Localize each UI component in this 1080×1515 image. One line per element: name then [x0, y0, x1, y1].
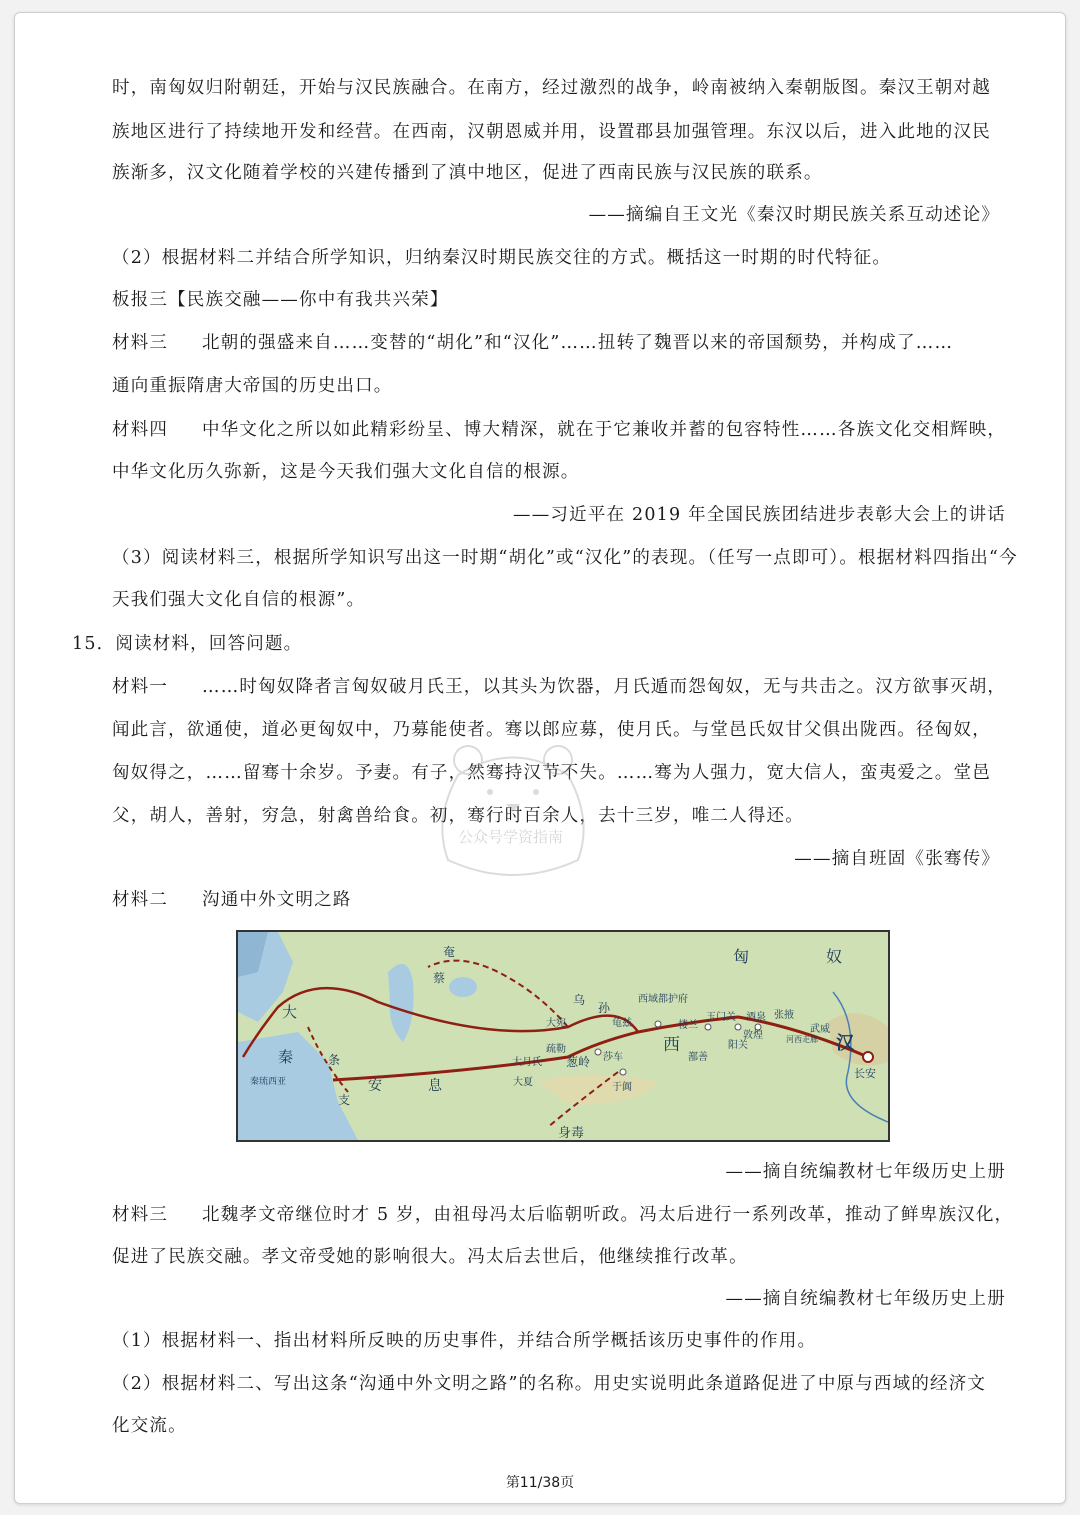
material-4-line: 材料四 中华文化之所以如此精彩纷呈、博大精深，就在于它兼收并蓄的包容特性……各族文化交相辉映， — [112, 420, 1007, 440]
material-label: 材料三 — [112, 333, 169, 353]
map-label: 奴 — [826, 947, 843, 966]
text-line: 化交流。 — [112, 1416, 187, 1436]
map-label: 龟兹 — [612, 1018, 632, 1029]
map-label: 大 — [282, 1003, 298, 1021]
map-label: 乌 — [573, 993, 586, 1007]
map-label: 张掖 — [774, 1010, 794, 1021]
map-label: 大夏 — [513, 1077, 533, 1088]
map-label: 奄 — [443, 945, 456, 959]
material-3-line: 材料三 北朝的强盛来自……变替的“胡化”和“汉化”……扭转了魏晋以来的帝国颓势，并构成了…… — [112, 333, 954, 353]
source-citation: ——摘自统编教材七年级历史上册 — [725, 1289, 1006, 1309]
city-marker — [655, 1021, 661, 1027]
map-label: 西域都护府 — [638, 994, 688, 1005]
board-heading: 板报三【民族交融——你中有我共兴荣】 — [112, 290, 449, 310]
source-citation: ——摘自统编教材七年级历史上册 — [725, 1162, 1006, 1182]
text-line: 促进了民族交融。孝文帝受她的影响很大。冯太后去世后，他继续推行改革。 — [112, 1247, 748, 1267]
map-label: 武威 — [810, 1024, 830, 1035]
map-label: 酒泉 — [746, 1012, 766, 1023]
map-label: 西 — [663, 1035, 680, 1055]
text-line: 父，胡人，善射，穷急，射禽兽给食。初，骞行时百余人，去十三岁，唯二人得还。 — [112, 806, 804, 826]
text-line: 族地区进行了持续地开发和经营。在西南，汉朝恩威并用，设置郡县加强管理。东汉以后，进入此地的汉民 — [112, 122, 991, 142]
city-marker — [735, 1024, 741, 1030]
map-label: 河西走廊 — [786, 1035, 818, 1044]
map-label: 秦 — [278, 1048, 294, 1066]
text-line: 闻此言，欲通使，道必更匈奴中，乃募能使者。骞以郎应募，使月氏。与堂邑氏奴甘父俱出陇西。径匈奴， — [112, 720, 991, 740]
material-2-line: 材料二 沟通中外文明之路 — [112, 890, 352, 910]
changan-marker — [863, 1052, 873, 1062]
map-label: 息 — [428, 1078, 442, 1094]
text-line: 天我们强大文化自信的根源”。 — [112, 590, 366, 610]
text-line: 族渐多，汉文化随着学校的兴建传播到了滇中地区，促进了西南民族与汉民族的联系。 — [112, 163, 823, 183]
map-label: 汉 — [836, 1033, 854, 1054]
question-15-heading: 15．阅读材料，回答问题。 — [72, 634, 303, 654]
source-citation: ——摘自班固《张骞传》 — [794, 849, 1000, 869]
question-2: （2）根据材料二并结合所学知识，归纳秦汉时期民族交往的方式。概括这一时期的时代特征。 — [112, 248, 892, 268]
map-label: 条 — [328, 1053, 341, 1067]
silk-road-map — [236, 930, 890, 1142]
source-citation: ——摘编自王文光《秦汉时期民族关系互动述论》 — [588, 205, 1000, 225]
material-label: 材料三 — [112, 1205, 169, 1225]
page-number: 第11/38页 — [505, 1475, 575, 1491]
map-label: 鄯善 — [688, 1052, 708, 1063]
material-1-line: 材料一 ……时匈奴降者言匈奴破月氏王，以其头为饮器，月氏遁而怨匈奴，无与共击之。汉方欲事灭胡， — [112, 677, 1007, 697]
text-line: 匈奴得之，……留骞十余岁。予妻。有子，然骞持汉节不失。……骞为人强力，宽大信人，蛮夷爱之。堂邑 — [112, 763, 991, 783]
map-label: 蔡 — [433, 971, 446, 985]
text-line: 中华文化历久弥新，这是今天我们强大文化自信的根源。 — [112, 462, 580, 482]
map-label: 安 — [368, 1078, 382, 1094]
text-line: 通向重振隋唐大帝国的历史出口。 — [112, 376, 393, 396]
material-label: 材料四 — [112, 420, 169, 440]
question-2b: （2）根据材料二、写出这条“沟通中外文明之路”的名称。用史实说明此条道路促进了中原与西域的经济文 — [112, 1374, 987, 1394]
city-marker — [705, 1024, 711, 1030]
map-label: 阳关 — [728, 1040, 748, 1051]
city-marker — [595, 1049, 601, 1055]
map-label: 孙 — [598, 1001, 611, 1015]
text-line: 时，南匈奴归附朝廷，开始与汉民族融合。在南方，经过激烈的战争，岭南被纳入秦朝版图。秦汉王朝对越 — [112, 78, 991, 98]
material-label: 材料一 — [112, 677, 169, 697]
material-3b-line: 材料三 北魏孝文帝继位时才 5 岁，由祖母冯太后临朝听政。冯太后进行一系列改革，推动了鲜卑族汉化， — [112, 1205, 1014, 1225]
source-citation: ——习近平在 2019 年全国民族团结进步表彰大会上的讲话 — [513, 505, 1006, 525]
map-label: 疏勒 — [546, 1044, 566, 1055]
map-label: 大宛 — [546, 1018, 566, 1029]
map-label: 支 — [338, 1093, 351, 1107]
map-label: 葱岭 — [566, 1055, 591, 1069]
map-label: 莎车 — [603, 1052, 623, 1063]
map-label: 敦煌 — [743, 1030, 763, 1041]
map-label: 身毒 — [558, 1126, 585, 1140]
map-label: 楼兰 — [678, 1020, 698, 1031]
question-1: （1）根据材料一、指出材料所反映的历史事件，并结合所学概括该历史事件的作用。 — [112, 1331, 817, 1351]
watermark-text: 公众号学资指南 — [458, 828, 564, 846]
map-graphic — [238, 932, 888, 1140]
question-3: （3）阅读材料三，根据所学知识写出这一时期“胡化”或“汉化”的表现。（任写一点即可）。根据材料四指出“今 — [112, 548, 1018, 568]
aral-sea — [449, 977, 477, 997]
map-label: 于阗 — [612, 1082, 632, 1093]
document-page — [14, 12, 1066, 1504]
map-label: 秦琉西亚 — [250, 1077, 287, 1087]
material-label: 材料二 — [112, 890, 169, 910]
map-label: 长安 — [854, 1067, 876, 1080]
map-label: 玉门关 — [706, 1012, 736, 1023]
map-label: 大月氏 — [512, 1057, 542, 1068]
map-label: 匈 — [733, 947, 750, 966]
city-marker — [620, 1069, 626, 1075]
